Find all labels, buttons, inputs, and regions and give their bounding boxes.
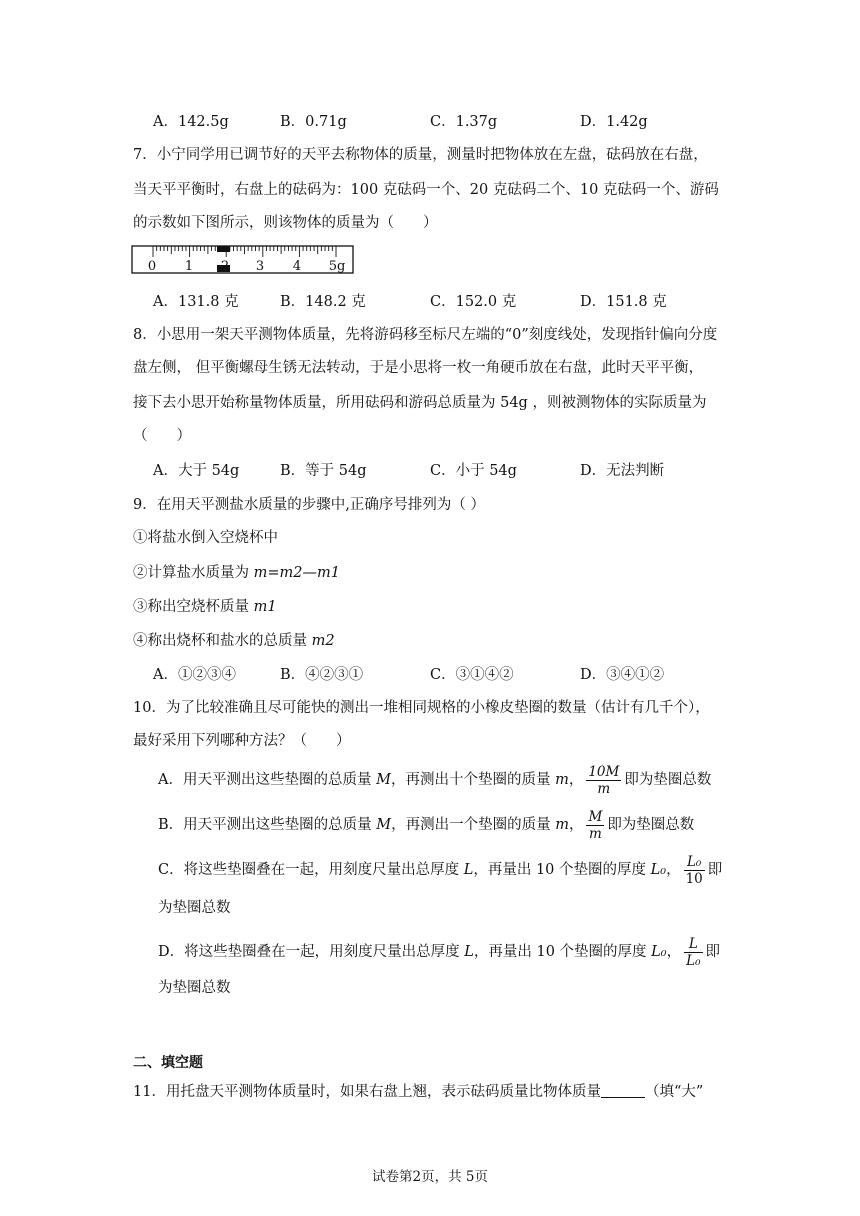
q10-c-fraction bbox=[684, 854, 705, 887]
q9-step-3-text: ③称出空烧杯质量 bbox=[133, 599, 254, 615]
scale-frame bbox=[132, 246, 353, 273]
q10-a-pre: A．用天平测出这些垫圈的总质量 bbox=[158, 772, 377, 788]
q10-stem-line-1: 10．为了比较准确且尽可能快的测出一堆相同规格的小橡皮垫圈的数量（估计有几千个）， bbox=[133, 700, 710, 716]
q10-d-post: 即 bbox=[705, 944, 720, 960]
q10-a-var-m: m bbox=[555, 772, 569, 788]
q7-stem-line-2: 当天平平衡时，右盘上的砝码为：100 克砝码一个、20 克砝码二个、10 克砝码一个、游码 bbox=[133, 182, 719, 198]
q10-a-mid: ，再测出十个垫圈的质量 bbox=[390, 772, 556, 788]
q7-option-d: D．151.8 克 bbox=[580, 294, 667, 310]
q9-step-4-text: ④称出烧杯和盐水的总质量 bbox=[133, 633, 312, 649]
q10-option-b bbox=[158, 808, 694, 842]
q9-step-4 bbox=[133, 631, 335, 651]
q10-c-numerator: L₀ bbox=[684, 854, 705, 871]
q10-d-pre: D．将这些垫圈叠在一起，用刻度尺量出总厚度 bbox=[158, 944, 465, 960]
q8-stem-line-4: （ ） bbox=[133, 428, 191, 444]
q6-option-d: D．1.42g bbox=[580, 114, 648, 130]
q10-b-var-m-total: M bbox=[376, 817, 392, 833]
q8-option-a: A．大于 54g bbox=[153, 463, 240, 479]
page-footer: 试卷第2页，共 5页 bbox=[372, 1169, 488, 1185]
q10-c-denominator: 10 bbox=[685, 870, 703, 887]
scale-label-1: 1 bbox=[184, 259, 194, 274]
q10-option-d bbox=[158, 935, 720, 969]
scale-label-5g: 5g bbox=[328, 259, 346, 274]
q10-b-sep: ， bbox=[568, 817, 584, 833]
q10-a-fraction bbox=[586, 764, 621, 797]
q10-option-a bbox=[158, 763, 711, 797]
q9-step-2 bbox=[133, 563, 340, 583]
q9-step-3-var: m1 bbox=[253, 599, 277, 615]
q10-b-pre: B．用天平测出这些垫圈的总质量 bbox=[158, 817, 377, 833]
rider-top bbox=[217, 246, 230, 252]
q10-option-d-cont: 为垫圈总数 bbox=[158, 980, 231, 996]
q10-c-sep: ， bbox=[666, 862, 681, 878]
q10-d-denominator: L₀ bbox=[686, 952, 701, 969]
q10-c-mid: ，再量出 10 个垫圈的厚度 bbox=[473, 862, 651, 878]
q6-options bbox=[153, 112, 753, 132]
q10-b-var-m: m bbox=[555, 817, 569, 833]
q6-option-c: C．1.37g bbox=[430, 114, 498, 130]
q8-option-b: B．等于 54g bbox=[280, 463, 367, 479]
q8-options bbox=[153, 461, 753, 481]
q10-b-fraction bbox=[586, 809, 604, 842]
q8-option-c: C．小于 54g bbox=[430, 463, 517, 479]
q7-stem-line-3: 的示数如下图所示，则该物体的质量为（ ） bbox=[133, 215, 438, 231]
q8-option-d: D．无法判断 bbox=[580, 463, 665, 479]
q10-c-pre: C．将这些垫圈叠在一起，用刻度尺量出总厚度 bbox=[158, 862, 464, 878]
q11-answer-blank[interactable] bbox=[601, 1083, 645, 1098]
q8-stem-line-1: 8．小思用一架天平测物体质量，先将游码移至标尺左端的“0”刻度线处，发现指针偏向分度 bbox=[133, 327, 718, 343]
q10-d-var-l0: L₀ bbox=[651, 944, 667, 960]
q10-option-c bbox=[158, 853, 722, 887]
q10-option-c-cont: 为垫圈总数 bbox=[158, 900, 231, 916]
q10-b-denominator: m bbox=[588, 825, 602, 842]
q9-option-c: C．③①④② bbox=[430, 667, 514, 683]
section-title-fill-in: 二、填空题 bbox=[133, 1055, 203, 1071]
q9-step-2-text: ②计算盐水质量为 bbox=[133, 565, 254, 581]
q6-option-a: A．142.5g bbox=[153, 114, 229, 130]
scale-label-2: 2 bbox=[220, 259, 230, 274]
q10-a-denominator: m bbox=[597, 780, 611, 797]
q10-a-numerator: 10M bbox=[588, 763, 620, 780]
scale-label-4: 4 bbox=[292, 259, 302, 274]
q7-option-c: C．152.0 克 bbox=[430, 294, 517, 310]
q11-post: （填“大” bbox=[644, 1084, 704, 1100]
q9-stem: 9．在用天平测盐水质量的步骤中,正确序号排列为（ ） bbox=[133, 497, 485, 513]
q7-option-a: A．131.8 克 bbox=[153, 294, 239, 310]
q10-d-sep: ， bbox=[666, 944, 682, 960]
q10-d-fraction bbox=[684, 936, 702, 969]
scale-label-3: 3 bbox=[255, 259, 265, 274]
q8-stem-line-3: 接下去小思开始称量物体质量，所用砝码和游码总质量为 54g ，则被测物体的实际质量为 bbox=[133, 395, 707, 411]
scale-label-0: 0 bbox=[147, 259, 157, 274]
q9-step-3 bbox=[133, 597, 277, 617]
q10-d-numerator: L bbox=[684, 936, 702, 953]
q10-c-post: 即 bbox=[707, 862, 723, 878]
q10-a-sep: ， bbox=[568, 772, 584, 788]
q10-a-var-m-total: M bbox=[376, 772, 391, 788]
q10-b-numerator: M bbox=[588, 808, 603, 825]
rider-scale-figure bbox=[131, 245, 355, 275]
q10-stem-line-2: 最好采用下列哪种方法？（ ） bbox=[133, 733, 351, 749]
q9-option-a: A．①②③④ bbox=[153, 667, 236, 683]
q10-c-var-l: L bbox=[463, 862, 474, 878]
q9-option-b: B．④②③① bbox=[280, 667, 364, 683]
q7-options bbox=[153, 292, 753, 312]
q9-options bbox=[153, 665, 753, 685]
q8-stem-line-2: 盘左侧， 但平衡螺母生锈无法转动，于是小思将一枚一角硬币放在右盘，此时天平平衡， bbox=[133, 360, 704, 376]
q9-option-d: D．③④①② bbox=[580, 667, 665, 683]
q9-step-1: ①将盐水倒入空烧杯中 bbox=[133, 530, 278, 546]
q10-b-mid: ，再测出一个垫圈的质量 bbox=[391, 817, 556, 833]
q6-option-b: B．0.71g bbox=[280, 114, 347, 130]
q7-option-b: B．148.2 克 bbox=[280, 294, 366, 310]
q10-d-mid: ，再量出 10 个垫圈的厚度 bbox=[473, 944, 652, 960]
q11-pre: 11．用托盘天平测物体质量时，如果右盘上翘，表示砝码质量比物体质量 bbox=[133, 1084, 601, 1100]
q10-c-var-l0: L₀ bbox=[650, 862, 667, 878]
q10-d-var-l: L bbox=[464, 944, 474, 960]
q11-stem bbox=[133, 1082, 703, 1102]
q10-a-post: 即为垫圈总数 bbox=[624, 772, 712, 788]
q7-stem-line-1: 7．小宁同学用已调节好的天平去称物体的质量，测量时把物体放在左盘，砝码放在右盘， bbox=[133, 147, 708, 163]
q9-step-2-formula: m=m2—m1 bbox=[253, 565, 340, 581]
q10-b-post: 即为垫圈总数 bbox=[607, 817, 695, 833]
q9-step-4-var: m2 bbox=[311, 633, 335, 649]
